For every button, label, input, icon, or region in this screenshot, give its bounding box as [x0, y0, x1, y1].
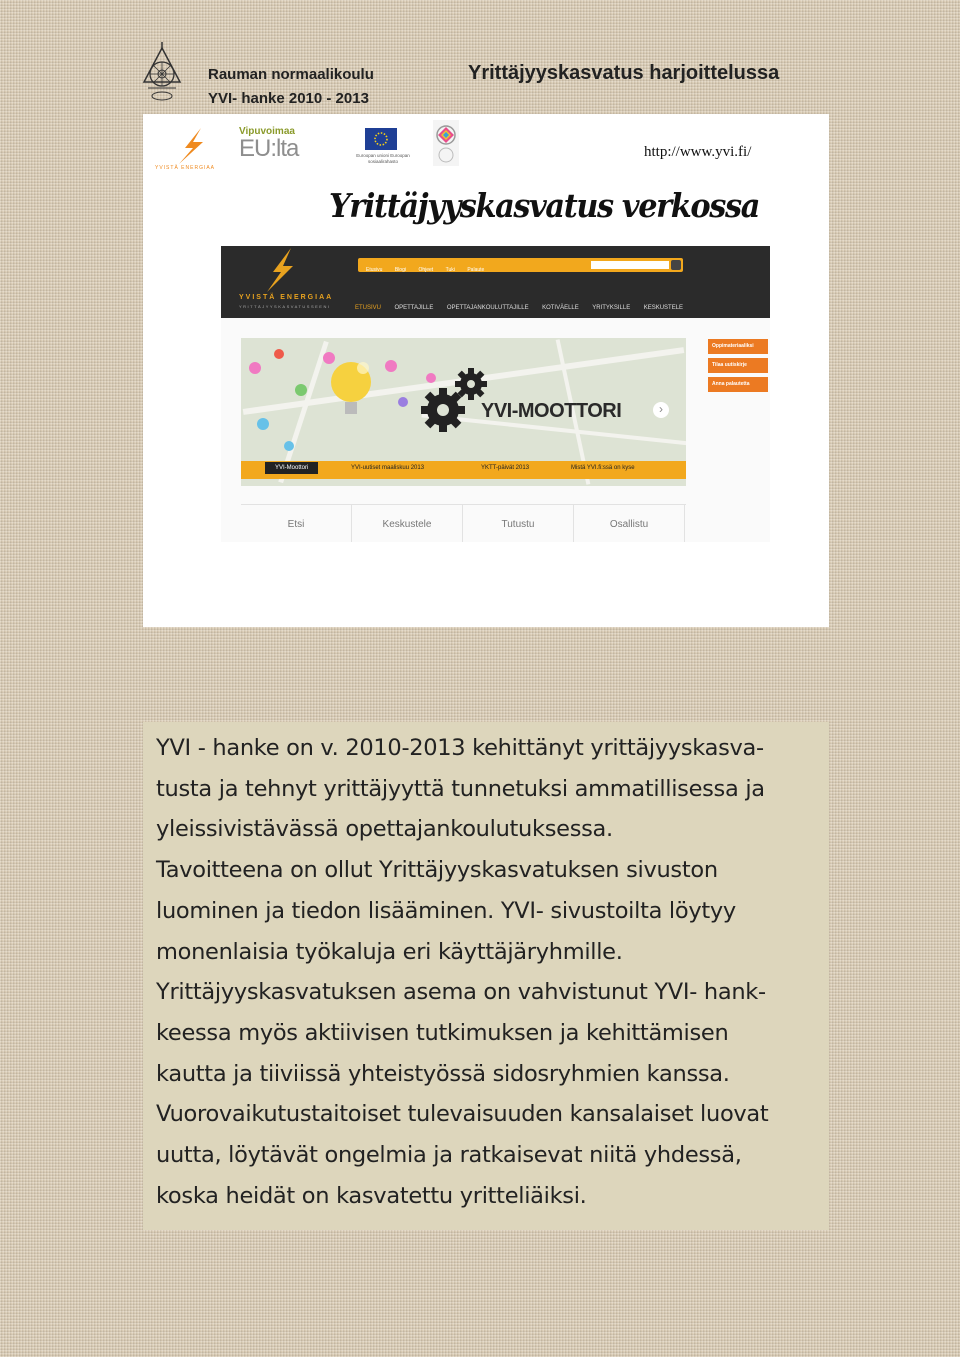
- vipuvoimaa-main-text: EU:lta: [239, 135, 299, 162]
- website-screenshot-panel: [143, 114, 829, 627]
- project-name: YVI- hanke 2010 - 2013: [208, 90, 369, 107]
- nav-item-kotivaelle[interactable]: KOTIVÄELLE: [542, 305, 579, 311]
- text-line: yleissivistävässä opettajankoulutuksessa.: [156, 816, 613, 843]
- rainbow-quality-badge-icon: [433, 120, 459, 166]
- text-line: Yrittäjyyskasvatuksen asema on vahvistunut YVI- hank-: [156, 979, 766, 1006]
- hero-tab[interactable]: YVI-uutiset maaliskuu 2013: [351, 465, 425, 471]
- text-line: uutta, löytävät ongelmia ja ratkaisevat niitä yhdessä,: [156, 1142, 742, 1169]
- text-line: YVI - hanke on v. 2010-2013 kehittänyt yrittäjyyskasva-: [156, 735, 764, 761]
- school-emblem-icon: [140, 40, 184, 104]
- hero-title: YVI-MOOTTORI: [481, 400, 622, 422]
- top-link[interactable]: Blogi: [394, 267, 406, 273]
- text-line: Tavoitteena on ollut Yrittäjyyskasvatuksen sivuston: [156, 857, 718, 884]
- side-button-oppimateriaali[interactable]: Oppimateriaaliksi: [708, 339, 768, 354]
- description-box: [143, 722, 829, 1230]
- school-name: Rauman normaalikoulu: [208, 66, 374, 83]
- document-title: Yrittäjyyskasvatus harjoittelussa: [468, 62, 780, 84]
- vipuvoimaa-logo: [239, 126, 315, 176]
- site-brand-sub: YRITTÄJYYSKASVATUSSEENI: [239, 304, 331, 309]
- side-button-palaute[interactable]: Anna palautetta: [708, 377, 768, 392]
- top-link[interactable]: Tuki: [445, 267, 455, 273]
- yvi-website-mockup: [221, 246, 770, 542]
- yvi-logo: [155, 128, 225, 174]
- hero-tabs: [241, 461, 686, 479]
- hero-tab[interactable]: YVI-Moottori: [265, 462, 318, 474]
- nav-item-etusivu[interactable]: ETUSIVU: [355, 305, 382, 311]
- text-line: tusta ja tehnyt yrittäjyyttä tunnetuksi ammatillisessa ja: [156, 775, 765, 802]
- site-search-icon[interactable]: [671, 260, 681, 270]
- bottom-tab-etsi[interactable]: Etsi: [241, 505, 352, 542]
- site-bottom-tabs: [241, 504, 686, 542]
- site-logo-bolt-icon: [261, 248, 297, 292]
- website-url: http://www.yvi.fi/: [644, 144, 752, 160]
- top-link[interactable]: Etusivu: [366, 267, 383, 273]
- vipuvoimaa-top-text: Vipuvoimaa: [239, 126, 295, 137]
- bottom-tab-osallistu[interactable]: Osallistu: [574, 505, 685, 542]
- site-search-input[interactable]: [591, 261, 669, 269]
- text-line: keessa myös aktiivisen tutkimuksen ja kehittämisen: [156, 1019, 729, 1046]
- text-line: koska heidät on kasvatettu yritteliäiksi.: [156, 1182, 587, 1209]
- yvi-bolt-icon: [173, 128, 209, 164]
- text-line: luominen ja tiedon lisääminen. YVI- sivustoilta löytyy: [156, 897, 736, 924]
- eu-flag-icon: [365, 128, 397, 150]
- hero-tab[interactable]: YKTT-päivät 2013: [481, 465, 530, 471]
- bottom-tab-keskustele[interactable]: Keskustele: [352, 505, 463, 542]
- eu-logo-caption: Euroopan unioni Euroopan sosiaalirahasto: [356, 153, 410, 164]
- side-button-uutiskirje[interactable]: Tilaa uutiskirje: [708, 358, 768, 373]
- site-brand: YVISTÄ ENERGIAA: [239, 294, 334, 301]
- nav-item-yrityksille[interactable]: YRITYKSILLE: [592, 305, 631, 311]
- hero-next-arrow-icon[interactable]: ›: [653, 402, 669, 418]
- yvi-logo-caption: YVISTÄ ENERGIAA: [155, 165, 216, 171]
- screenshot-title: Yrittäjyyskasvatus verkossa: [329, 186, 759, 225]
- nav-item-opettajille[interactable]: OPETTAJILLE: [394, 305, 434, 311]
- text-line: monenlaisia työkaluja eri käyttäjäryhmille.: [156, 938, 623, 965]
- nav-item-keskustele[interactable]: KESKUSTELE: [643, 305, 684, 311]
- text-line: Vuorovaikutustaitoiset tulevaisuuden kansalaiset luovat: [156, 1101, 769, 1128]
- top-link[interactable]: Ohjeet: [418, 267, 434, 273]
- bottom-tab-tutustu[interactable]: Tutustu: [463, 505, 574, 542]
- text-line: kautta ja tiiviissä yhteistyössä sidosryhmien kanssa.: [156, 1060, 730, 1087]
- top-link[interactable]: Palaute: [467, 267, 485, 273]
- description-text: [156, 728, 826, 1216]
- site-main-nav: [355, 296, 692, 314]
- eu-logo: [349, 126, 413, 172]
- nav-item-opettajankouluttajille[interactable]: OPETTAJANKOULUTTAJILLE: [446, 305, 529, 311]
- site-header: [221, 246, 770, 318]
- hero-tab[interactable]: Mistä YVI.fi:ssä on kyse: [571, 465, 635, 471]
